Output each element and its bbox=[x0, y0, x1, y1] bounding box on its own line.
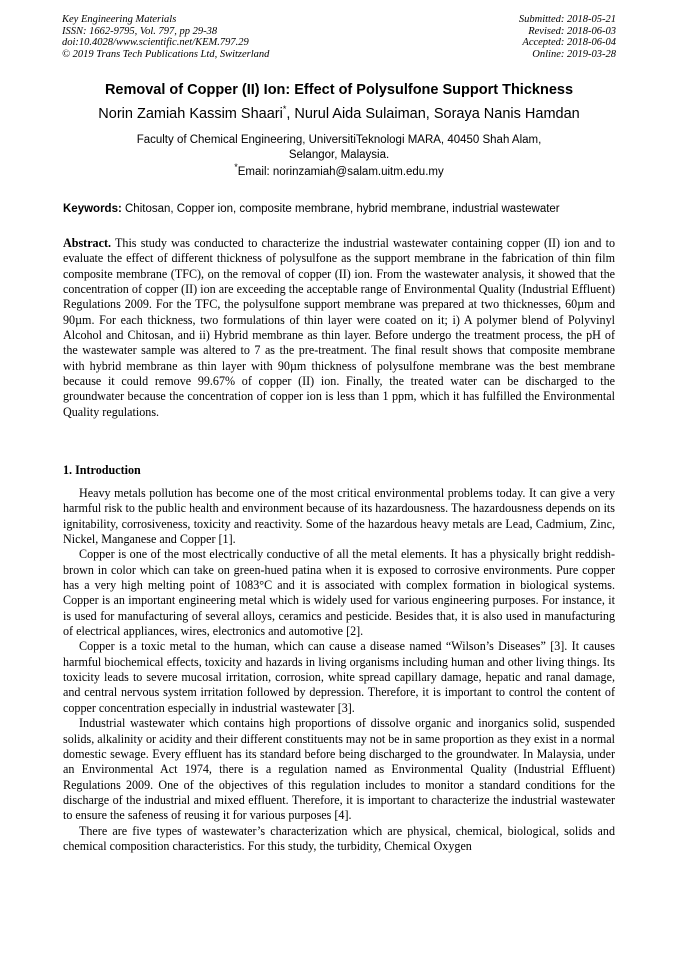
keywords bbox=[63, 203, 618, 215]
submission-dates bbox=[519, 14, 616, 60]
body-paragraph: There are five types of wastewater’s characterization which are physical, chemical, biological, solids and chemical composition characteristics. For this study, the turbidity, Chemical Oxygen bbox=[63, 823, 615, 853]
date-revised: Revised: 2018-06-03 bbox=[528, 25, 616, 37]
section-body bbox=[63, 486, 615, 854]
paper-title: Removal of Copper (II) Ion: Effect of Polysulfone Support Thickness bbox=[104, 82, 574, 98]
keywords-label: Keywords: bbox=[63, 203, 122, 215]
journal-name: Key Engineering Materials bbox=[62, 14, 177, 25]
email-marker: * bbox=[234, 162, 238, 173]
body-paragraph: Industrial wastewater which contains high proportions of dissolve organic and inorganics solid, suspended solids, alkalinity or acidity and their different constituents may not be in same proportion as they exist in a normal domestic sewage. Every effluent has its standard before being discharged to the groundwater. In Malaysia, under an Environmental Act 1974, there is a regulation named as Environmental Quality (Industrial Effluent) Regulations 2009. One of the objectives of this regulation includes to monitor a standard conditions for the discharge of the industrial and mixed effluent. Therefore, it is important to characterize the industrial wastewater to ensure the safeness of reusing it for various purposes [4]. bbox=[63, 716, 615, 823]
email-text: Email: norinzamiah@salam.uitm.edu.my bbox=[237, 166, 444, 178]
affiliation bbox=[80, 133, 598, 163]
author-list bbox=[40, 106, 638, 122]
abstract bbox=[63, 236, 615, 420]
section-heading: 1. Introduction bbox=[63, 463, 141, 477]
date-online: Online: 2019-03-28 bbox=[532, 48, 616, 60]
date-accepted: Accepted: 2018-06-04 bbox=[522, 37, 616, 48]
contact-email bbox=[40, 162, 638, 178]
abstract-text: This study was conducted to characterize the industrial wastewater containing copper (II) ion and to evaluate the effect of different thickness of polysulfone as the support membrane in the fabrication of thin film composite membrane (TFC), on the removal of copper (II) ion. From the wastewater analysis, it showed that the concentration of copper (II) ion are exceeding the acceptable range of Environmental Quality (Industrial Effluent) Regulations 2009. For the TFC, the polysulfone support membrane was prepared at two thicknesses, 60µm and 90µm. For each thickness, two formulations of thin layer were coated on it; i) A polymer blend of Polyvinyl Alcohol and Chitosan, and ii) Hybrid membrane as thin layer. Before undergo the treatment process, the pH of the wastewater sample was altered to 7 as the pre-treatment. The final result shows that composite membrane with hybrid membrane as thin layer with 90µm thickness of polysulfone membrane was the best membrane because it could remove 99.67% of copper (II) ion. Finally, the treated water can be discharged to the groundwater because the concentration of copper ion is less than 1 ppm, which it has fulfilled the Environmental Quality regulations. bbox=[63, 236, 615, 419]
affiliation-line-2: Selangor, Malaysia. bbox=[288, 149, 390, 161]
journal-doi: doi:10.4028/www.scientific.net/KEM.797.29 bbox=[62, 37, 249, 48]
body-paragraph: Heavy metals pollution has become one of the most critical environmental problems today. It can give a very harmful risk to the public health and environment because of its hazardousness. The hazardousness depends on its ignitability, corrosiveness, toxicity and reactivity. Some of the hazardous heavy metals are Lead, Cadmium, Zinc, Nickel, Manganese and Copper [1]. bbox=[63, 486, 615, 547]
affiliation-line-1: Faculty of Chemical Engineering, UniversitiTeknologi MARA, 40450 Shah Alam, bbox=[136, 134, 542, 146]
date-submitted: Submitted: 2018-05-21 bbox=[518, 14, 616, 25]
corresponding-marker: * bbox=[282, 104, 287, 115]
journal-copyright: © 2019 Trans Tech Publications Ltd, Switzerland bbox=[62, 48, 270, 60]
abstract-label: Abstract. bbox=[63, 236, 112, 250]
author-first: Norin Zamiah Kassim Shaari bbox=[98, 106, 283, 122]
author-rest: , Nurul Aida Sulaiman, Soraya Nanis Hamdan bbox=[286, 106, 580, 122]
body-paragraph: Copper is one of the most electrically conductive of all the metal elements. It has a physically bright reddish-brown in color which can take on green-hued patina when it is exposed to corrosive environments. Pure copper has a very high melting point of 1083°C and it is associated with complex formation in biological systems. Copper is an important engineering metal which is widely used for various engineering purposes. For instance, it is used for manufacturing of several alloys, ceramics and pesticide. Besides that, it is also used in manufacturing of electrical appliances, wires, electronics and automotive [2]. bbox=[63, 547, 615, 639]
body-paragraph: Copper is a toxic metal to the human, which can cause a disease named “Wilson’s Diseases” [3]. It causes harmful biochemical effects, toxicity and hazards in living organisms including human and other living things. Its toxicity leads to severe mucosal irritation, corrosion, white spread capillary damage, hepatic and ranal damage, and central nervous system irritation followed by depression. Therefore, it is important to control the content of copper concentration especially in industrial wastewater [3]. bbox=[63, 639, 615, 715]
journal-info bbox=[62, 14, 269, 60]
keywords-text: Chitosan, Copper ion, composite membrane, hybrid membrane, industrial wastewater bbox=[121, 203, 560, 215]
journal-issn: ISSN: 1662-9795, Vol. 797, pp 29-38 bbox=[62, 25, 218, 37]
